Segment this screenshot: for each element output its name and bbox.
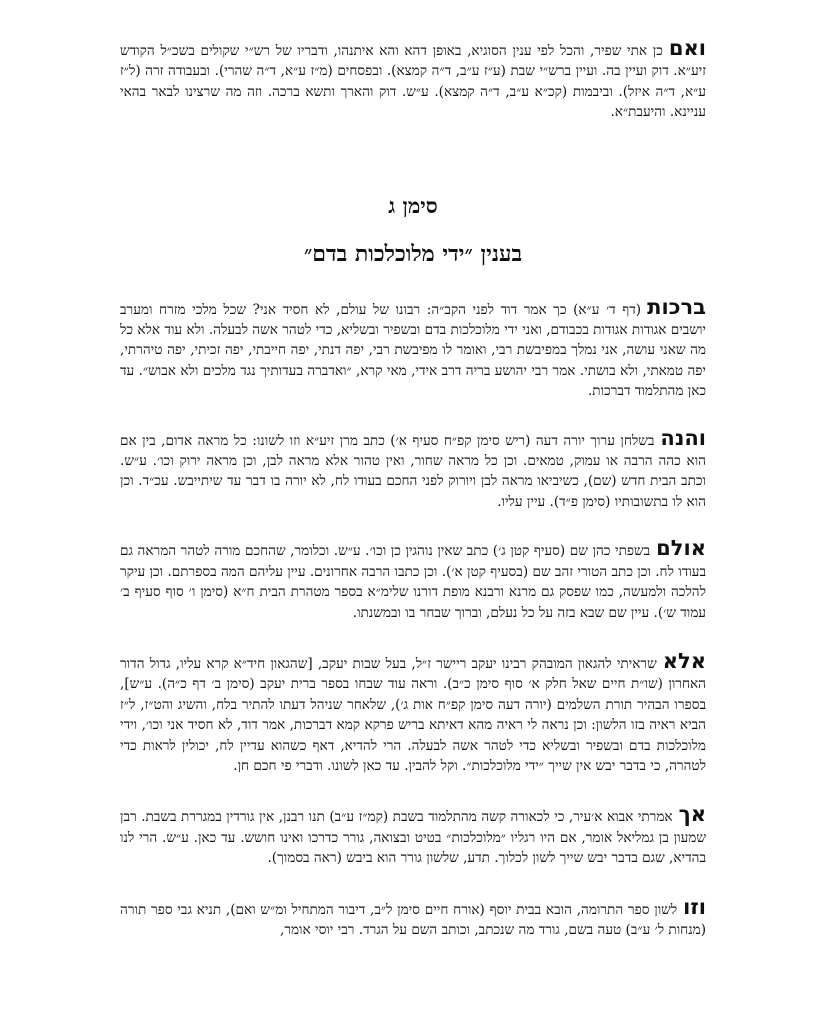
paragraph-veim [120, 38, 706, 123]
lead-word: אלא [662, 648, 706, 673]
lead-word: ואם [668, 36, 706, 60]
paragraph-text: שראיתי להגאון המובהק רבינו יעקב ריישר ז״ל, בעל שבות יעקב, [שהגאון חיד״א קרא עליו, גדול הדור האחרון (שו״ת חיים שאל חלק א׳ סוף סימן כ״ב). וראה עוד שבחו בספר ברית יעקב (סימן ב׳ דף כ״ה). ע״ש], בספרו הבהיר תורת השלמים (יורה דעה סימן קפ״ח אות ג׳), שלאחר שניהל דעתו להתיר בלח, והשיג והט״ז, ל״ז הביא ראיה בזו הלשון: וכן נראה לי ראיה מהא דאיתא בריש פרקא קמא דברכות, אמר דוד, לא חסיד אני וכו׳, וידי מלוכלכות בדם ובשפיר ובשליא כדי לטהר אשה לבעלה. הרי להדיא, דאף כשהוא עדיין לח, יכולין לראות כדי לטהרה, כי בדבר יבש אין שייך ״ידי מלוכלכות״. וקל להבין. עד כאן לשונו. ודברי פי חכם חן. [120, 655, 706, 774]
lead-word: אך [678, 802, 706, 827]
paragraph-ulam [120, 538, 706, 623]
paragraph-berachot [120, 294, 706, 402]
paragraph-text: בשפתי כהן שם (סעיף קטן ג׳) כתב שאין נוהגין כן וכו׳. ע״ש. וכלומר, שהחכם מורה לטהר המראה גם בעודו לח. וכן כתב הטורי זהב שם (בסעיף קטן א׳). וכן כתבו הרבה אחרונים. עיין עליהם המה בספרתם. וכן עיקר להלכה ולמעשה, כמו שפסק גם מרנא ורבנא מופת דורנו שלימ״א בספר מטהרת הבית ח״א (סימן ו׳ סוף סעיף ב׳ עמוד ש׳). עיין שם שבא בזה על כל נעלם, וברוך שבחר בו ובמשנתו. [120, 543, 706, 621]
paragraph-ach [120, 804, 706, 868]
paragraph-vehine [120, 425, 706, 513]
paragraph-text: כן אתי שפיר, והכל לפי ענין הסוגיא, באופן דהא והא איתנהו, ודבריו של רש״י שקולים בשכ״ל הקודש זיע״א. דוק ועיין בה. ועיין ברש״י שבת (ע״ז ע״ב, ד״ה קמצא). ובפסחים (מ״ז ע״א, ד״ה שהרי). ובעבודה זרה (ל״ז ע״א, ד״ה איזל). וביבמות (קכ״א ע״ב, ד״ה קמצא). ע״ש. דוק והארך ותשא ברכה. וזה מה שרצינו לבאר בהאי עניינא. והיעבת״א. [120, 43, 706, 121]
siman-subject: בענין ״ידי מלוכלכות בדם״ [303, 240, 523, 267]
paragraph-vezu [120, 894, 706, 941]
lead-word: והנה [660, 425, 706, 450]
lead-word: ברכות [647, 294, 706, 319]
paragraph-text: (דף ד׳ ע״א) כך אמר דוד לפני הקב״ה: רבונו של עולם, לא חסיד אני? שכל מלכי מזרח ומערב יושבים אגודות אגודות בכבודם, ואני ידי מלוכלכות בדם ובשפיר ובשליא, כדי לטהר אשה לבעלה. ולא עוד אלא כל מה שאני עושה, אני נמלך במפיבשת רבי, ואומר לו מפיבשת רבי, יפה דנתי, יפה חייבתי, יפה זכיתי, יפה טיהרתי, יפה טמאתי, ולא בושתי. אמר רבי יהושע בריה דרב אידי, מאי קרא, ״ואדברה בעדותיך נגד מלכים ולא אבוש״. עד כאן מהתלמוד דברכות. [120, 301, 706, 400]
document-page [120, 38, 706, 940]
paragraph-ela [120, 648, 706, 776]
paragraph-text: בשלחן ערוך יורה דעה (ריש סימן קפ״ח סעיף א׳) כתב מרן זיע״א וזו לשונו: כל מראה אדום, בין אם הוא כהה הרבה או עמוק, טמאים. וכן כל מראה שחור, ואין טהור אלא מראה לבן, וכן מראה ירוק וכו׳. ע״ש. וכתב הבית חדש (שם), כשיביאו מראה לבן ויורוק לפני החכם בעודו לח, לא יורה בו דבר עד שיתייבש. עכ״ד. וכן הוא לו בתשובותיו (סימן פ״ד). עיין עליו. [120, 432, 706, 510]
lead-word: וזו [683, 894, 706, 919]
paragraph-text: לשון ספר התרומה, הובא בבית יוסף (אורח חיים סימן ל״ב, דיבור המתחיל ומ״ש ואם), תניא גבי ספר תורה (מנחות ל׳ ע״ב) טעה בשם, גורד מה שנכתב, וכותב השם על הגרד. רבי יוסי אומר, [120, 901, 706, 938]
paragraph-text: אמרתי אבוא א׳עיר, כי לכאורה קשה מהתלמוד בשבת (קמ״ז ע״ב) תנו רבנן, אין גורדין במגררת בשבת. רבן שמעון בן גמליאל אומר, אם היו רגליו ״מלוכלכות״ בטיט ובצואה, גורר כדרכו ואינו חושש. עד כאן. ע״ש. הרי לנו בהדיא, שגם בדבר יבש שייך לשון לכלוך. תדע, שלשון גורר הוא ביבש (ראה בסמוך). [120, 809, 706, 867]
siman-title: סימן ג [388, 192, 438, 218]
lead-word: אולם [656, 536, 706, 561]
